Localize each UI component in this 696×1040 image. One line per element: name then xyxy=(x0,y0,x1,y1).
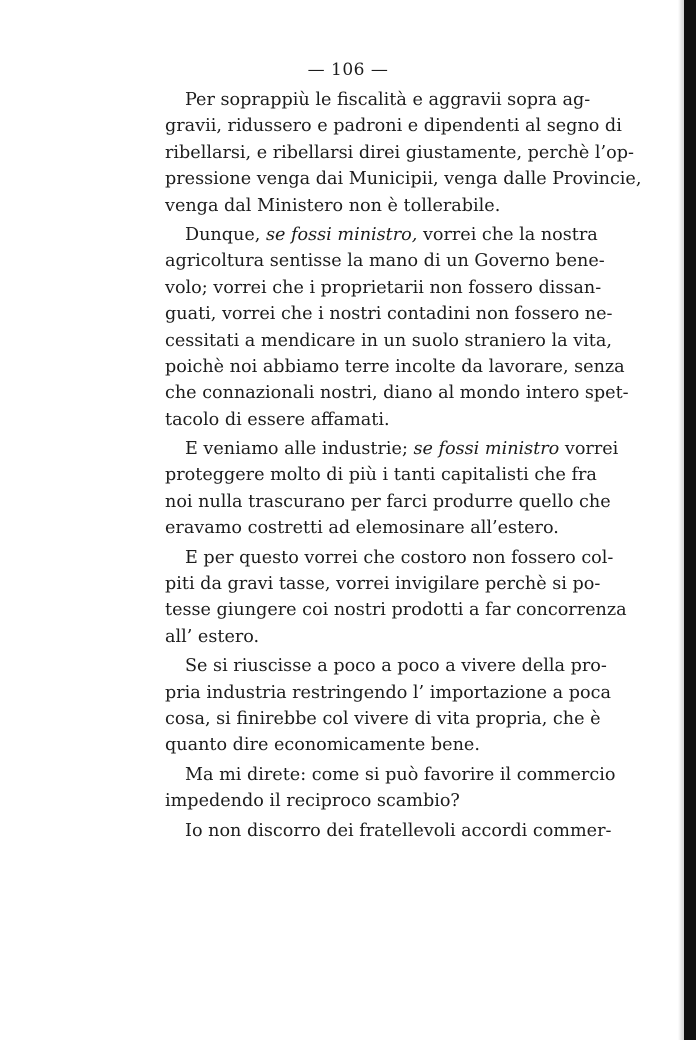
paragraph-2 xyxy=(165,222,629,433)
paragraph-5 xyxy=(165,653,611,759)
text-line: pressione venga dai Municipii, venga dalle Provincie, xyxy=(165,169,642,190)
body-text xyxy=(165,87,642,847)
text-run: vorrei xyxy=(559,439,619,460)
text-line: guati, vorrei che i nostri contadini non fossero ne- xyxy=(165,304,613,325)
text-line: tacolo di essere affamati. xyxy=(165,409,390,430)
text-line: Ma mi direte: come si può favorire il commercio xyxy=(185,764,616,785)
text-line xyxy=(165,222,598,248)
paragraph-3 xyxy=(165,436,619,542)
text-line: venga dal Ministero non è tollerabile. xyxy=(165,195,501,216)
text-line: proteggere molto di più i tanti capitalisti che fra xyxy=(165,465,597,486)
text-line: noi nulla trascurano per farci produrre quello che xyxy=(165,491,611,512)
text-line: agricoltura sentisse la mano di un Governo bene- xyxy=(165,251,605,272)
text-line: cessitati a mendicare in un suolo straniero la vita, xyxy=(165,330,612,351)
text-line: ribellarsi, e ribellarsi direi giustamente, perchè l’op- xyxy=(165,142,634,163)
text-line: E per questo vorrei che costoro non fossero col- xyxy=(185,547,614,568)
text-line: Se si riuscisse a poco a poco a vivere della pro- xyxy=(185,656,607,677)
italic-phrase: se fossi ministro, xyxy=(265,224,418,245)
paragraph-7 xyxy=(165,818,612,844)
paragraph-6 xyxy=(165,762,616,815)
text-line: gravii, ridussero e padroni e dipendenti al segno di xyxy=(165,116,622,137)
text-line: pria industria restringendo l’ importazione a poca xyxy=(165,682,611,703)
paragraph-1 xyxy=(165,87,642,219)
text-line: che connazionali nostri, diano al mondo intero spet- xyxy=(165,383,629,404)
text-line xyxy=(165,436,619,462)
text-run: vorrei che la nostra xyxy=(417,224,598,245)
text-line: Io non discorro dei fratellevoli accordi commer- xyxy=(185,820,612,841)
text-line: cosa, si finirebbe col vivere di vita propria, che è xyxy=(165,708,601,729)
text-line: volo; vorrei che i proprietarii non fossero dissan- xyxy=(165,277,602,298)
paragraph-4 xyxy=(165,545,627,651)
page-number: — 106 — xyxy=(307,60,389,80)
italic-phrase: se fossi ministro xyxy=(413,439,560,460)
text-line: quanto dire economicamente bene. xyxy=(165,735,480,756)
text-line: poichè noi abbiamo terre incolte da lavorare, senza xyxy=(165,356,625,377)
text-line: all’ estero. xyxy=(165,626,260,647)
scan-page-edge xyxy=(684,0,696,1040)
text-line: piti da gravi tasse, vorrei invigilare perchè si po- xyxy=(165,574,601,595)
text-run: Dunque, xyxy=(185,224,266,245)
text-line: Per soprappiù le fiscalità e aggravii sopra ag- xyxy=(185,90,591,110)
text-run: E veniamo alle industrie; xyxy=(185,439,414,460)
text-line: eravamo costretti ad elemosinare all’estero. xyxy=(165,518,559,539)
text-line: tesse giungere coi nostri prodotti a far concorrenza xyxy=(165,600,627,621)
text-line: impedendo il reciproco scambio? xyxy=(165,791,460,812)
